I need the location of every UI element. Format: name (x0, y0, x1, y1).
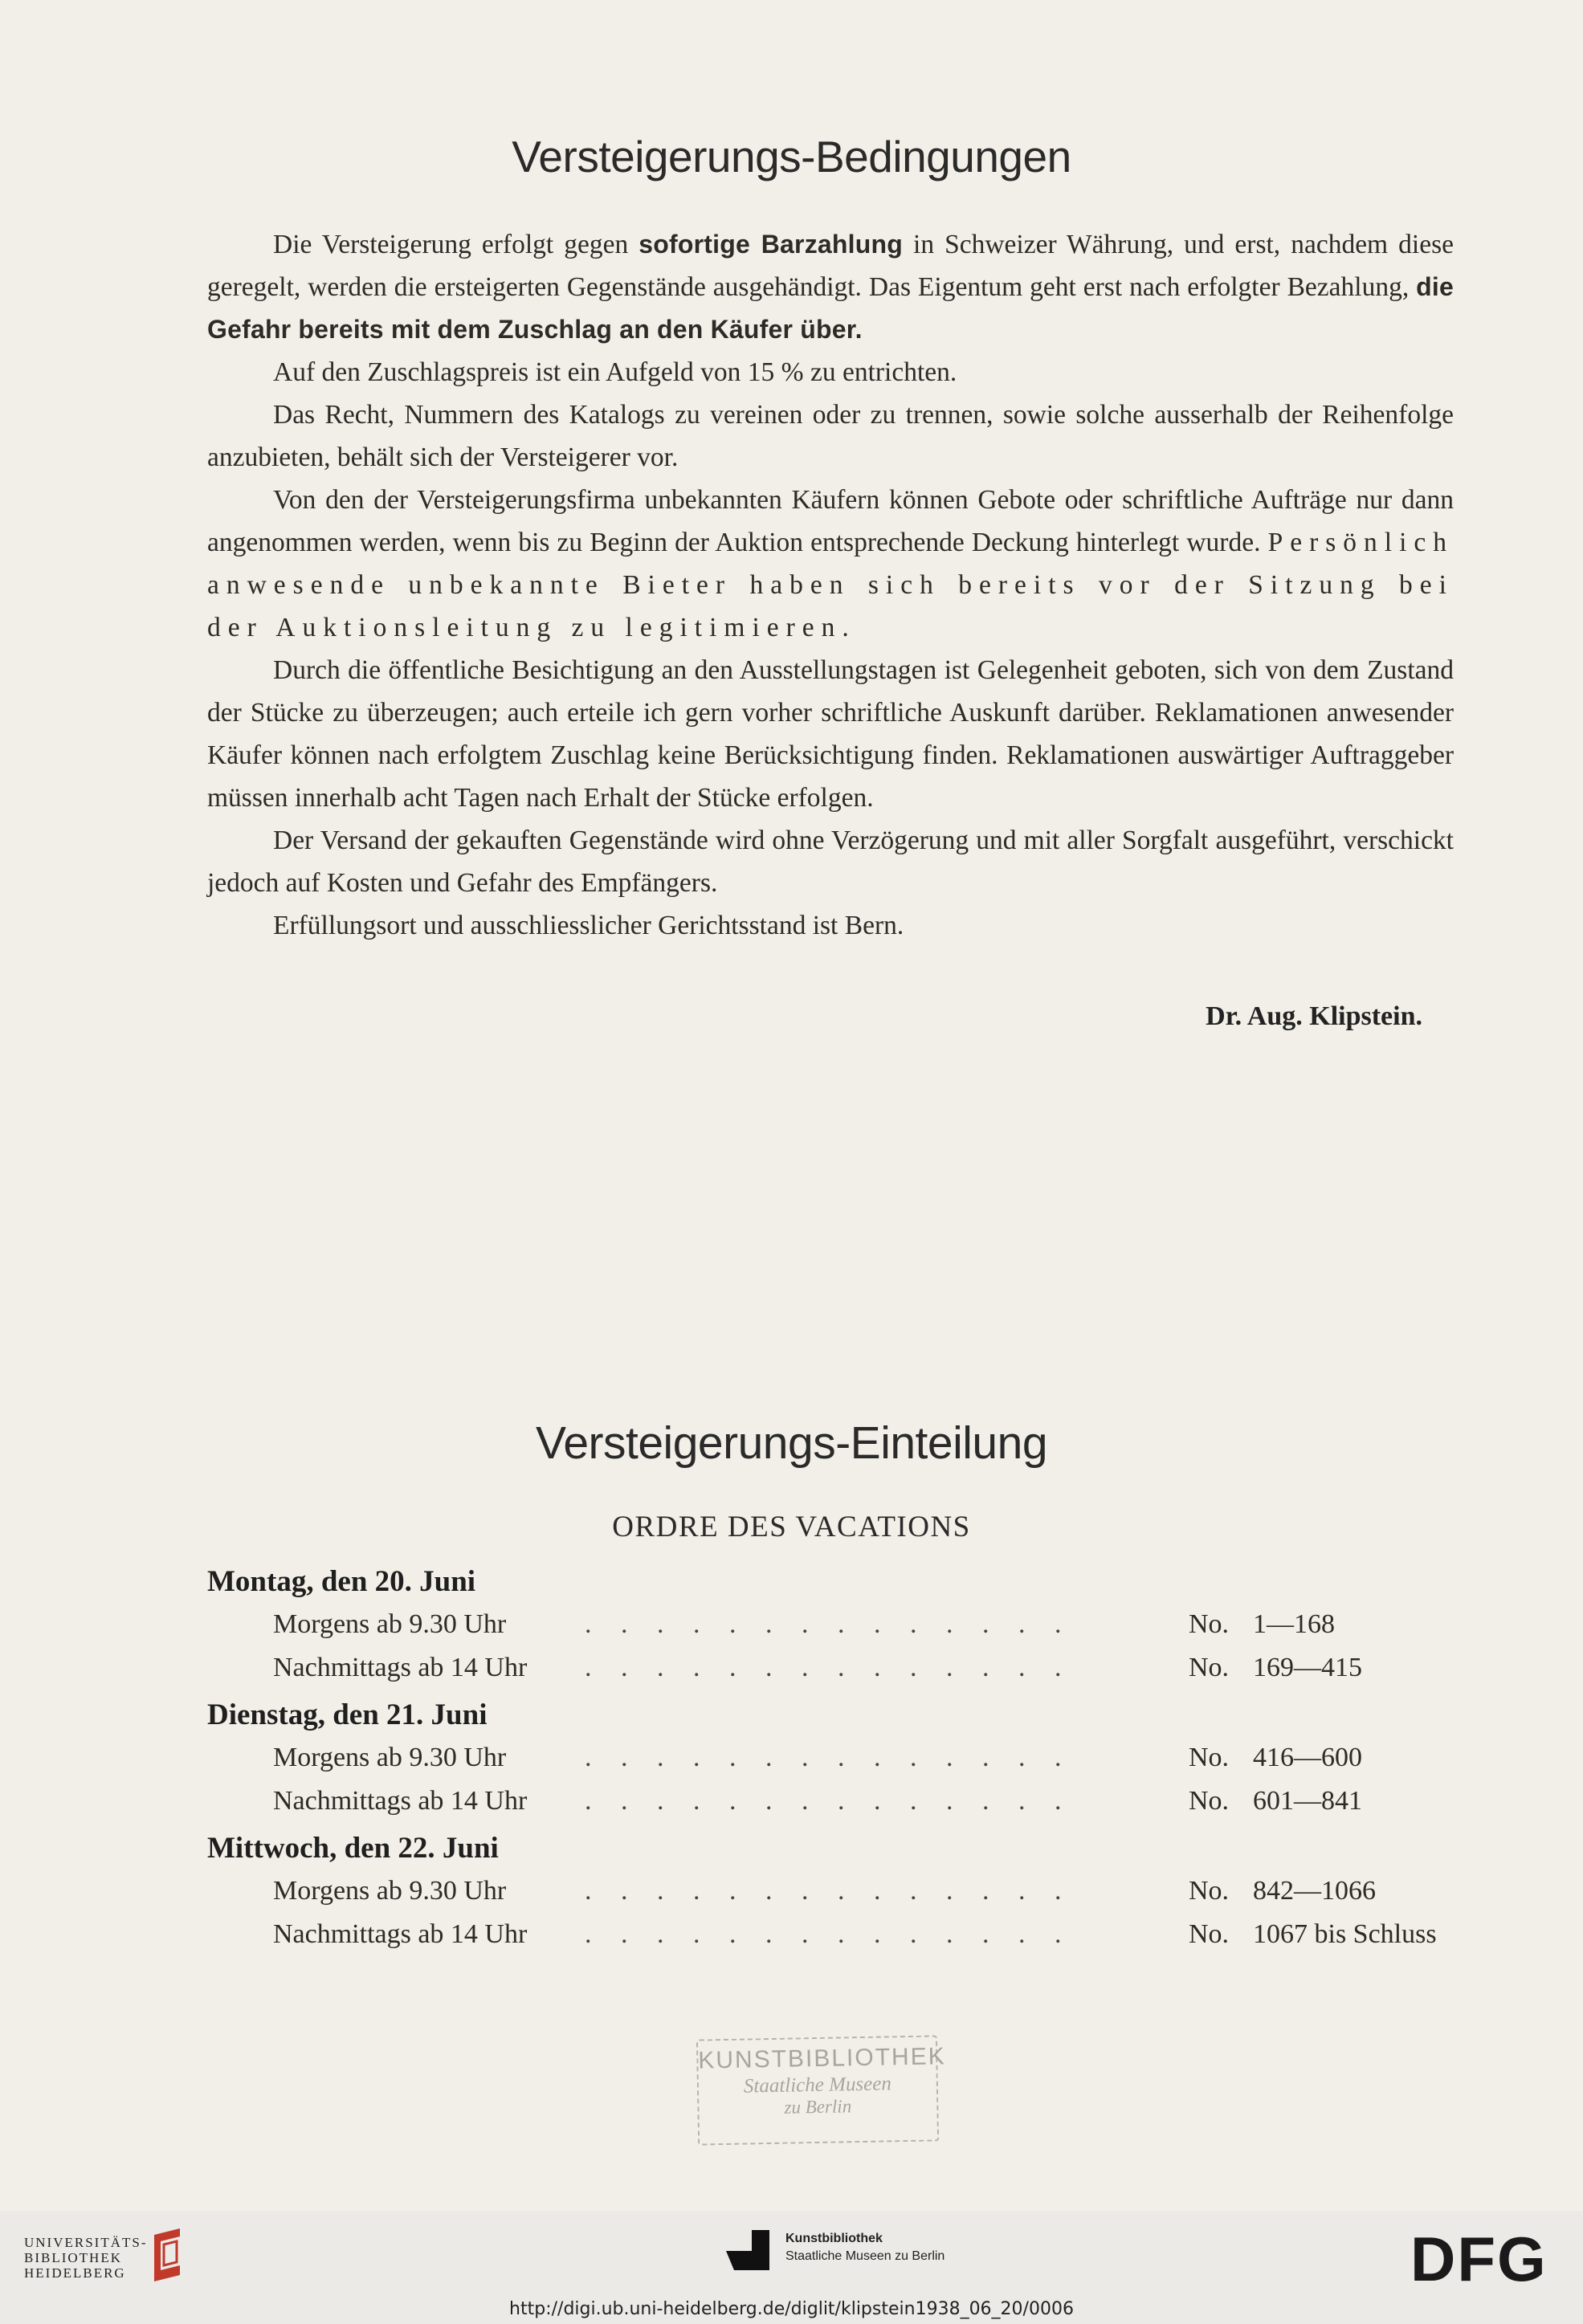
slot-no: No. (1189, 1876, 1230, 1906)
p1-bold-a: sofortige Barzahlung (639, 230, 903, 259)
slot-range: 842—1066 (1253, 1876, 1376, 1906)
slot-label: Morgens ab 9.30 Uhr (273, 1743, 507, 1772)
ub-line-1: UNIVERSITÄTS- (24, 2235, 148, 2250)
stamp-line-2: Staatliche Museen (743, 2073, 892, 2098)
conditions-paragraph-1 (207, 223, 1454, 351)
schedule-row (207, 1646, 1460, 1690)
ub-line-2: BIBLIOTHEK (24, 2250, 122, 2265)
p1-text-a: Die Versteigerung erfolgt gegen (273, 230, 639, 259)
dot-leader: . . . . . . . . . . . . . . (585, 1743, 1073, 1772)
conditions-paragraph-5: Durch die öffentliche Besichtigung an den Ausstellungstagen ist Gelegenheit geboten, sich von dem Zustand der Stücke zu überzeugen; auch erteile ich gern vorher schriftliche Auskunft darüber. Reklamationen anwesender Käufer können nach erfolgtem Zuschlag keine Berücksichtigung finden. Reklamationen auswärtiger Auftraggeber müssen innerhalb acht Tagen nach Erhalt der Stücke erfolgen. (207, 655, 1454, 813)
slot-label: Nachmittags ab 14 Uhr (273, 1653, 528, 1682)
schedule-list (207, 1556, 1460, 1956)
schedule-row (207, 1869, 1460, 1913)
page-url[interactable]: http://digi.ub.uni-heidelberg.de/diglit/klipstein1938_06_20/0006 (509, 2299, 1074, 2319)
slot-range: 169—415 (1253, 1653, 1362, 1682)
conditions-paragraph-4 (207, 479, 1454, 649)
schedule-row (207, 1736, 1460, 1780)
slot-label: Morgens ab 9.30 Uhr (273, 1609, 507, 1639)
slot-no: No. (1189, 1609, 1230, 1639)
kunstbibliothek-logo-text (785, 2230, 944, 2265)
conditions-paragraph-2: Auf den Zuschlagspreis ist ein Aufgeld von 15 % zu entrichten. (273, 357, 957, 387)
slot-range: 1—168 (1253, 1609, 1335, 1639)
schedule-title: Versteigerungs-Einteilung (535, 1417, 1048, 1469)
signature: Dr. Aug. Klipstein. (1206, 1001, 1422, 1031)
dot-leader: . . . . . . . . . . . . . . (585, 1609, 1073, 1639)
slot-range: 1067 bis Schluss (1253, 1919, 1437, 1949)
dot-leader: . . . . . . . . . . . . . . (585, 1653, 1073, 1682)
day-heading: Mittwoch, den 22. Juni (207, 1832, 499, 1865)
slot-label: Nachmittags ab 14 Uhr (273, 1786, 528, 1816)
conditions-title: Versteigerungs-Bedingungen (512, 132, 1071, 181)
slot-label: Nachmittags ab 14 Uhr (273, 1919, 528, 1949)
library-stamp (696, 2035, 946, 2145)
day-heading: Dienstag, den 21. Juni (207, 1698, 488, 1731)
schedule-row (207, 1603, 1460, 1646)
conditions-text (207, 223, 1454, 947)
schedule-subtitle: ORDRE DES VACATIONS (612, 1511, 971, 1543)
p1-text-c: in Schweizer Währung, und erst, nachdem diese geregelt, werden die ersteigerten Gegenstände ausgehändigt. Das Eigentum geht erst nach erfolgter Bezahlung, (207, 230, 1454, 302)
slot-range: 416—600 (1253, 1743, 1362, 1772)
slot-no: No. (1189, 1919, 1230, 1949)
conditions-paragraph-7: Erfüllungsort und ausschliesslicher Gerichtsstand ist Bern. (273, 911, 904, 940)
slot-label: Morgens ab 9.30 Uhr (273, 1876, 507, 1906)
p4-spaced-text: Persönlich anwesende unbekannte Bieter haben sich bereits vor der Sitzung bei der Auktionsleitung zu legitimieren. (207, 528, 1454, 642)
schedule-row (207, 1913, 1460, 1956)
dot-leader: . . . . . . . . . . . . . . (585, 1876, 1073, 1906)
kb-name: Kunstbibliothek (785, 2232, 883, 2245)
slot-no: No. (1189, 1786, 1230, 1816)
dot-leader: . . . . . . . . . . . . . . (585, 1786, 1073, 1816)
viewer-footer (0, 2211, 1583, 2324)
schedule-row (207, 1780, 1460, 1823)
ub-heidelberg-logo-text[interactable] (24, 2235, 148, 2281)
conditions-paragraph-6: Der Versand der gekauften Gegenstände wird ohne Verzögerung und mit aller Sorgfalt ausgeführt, verschickt jedoch auf Kosten und Gefahr des Empfängers. (207, 826, 1454, 898)
p4-text-a: Von den der Versteigerungsfirma unbekannten Käufern können Gebote oder schriftliche Aufträge nur dann angenommen werden, wenn bis zu Beginn der Auktion entsprechende Deckung hinterlegt wurde. (207, 485, 1454, 557)
dfg-logo[interactable]: DFG (1410, 2224, 1548, 2294)
stamp-line-1: KUNSTBIBLIOTHEK (698, 2043, 946, 2074)
stamp-line-3: zu Berlin (784, 2096, 852, 2118)
slot-range: 601—841 (1253, 1786, 1362, 1816)
ub-heidelberg-logo-icon[interactable] (145, 2228, 190, 2285)
conditions-paragraph-3: Das Recht, Nummern des Katalogs zu vereinen oder zu trennen, sowie solche ausserhalb der Reihenfolge anzubieten, behält sich der Versteigerer vor. (207, 400, 1454, 472)
day-heading: Montag, den 20. Juni (207, 1565, 476, 1598)
kunstbibliothek-logo-icon[interactable] (723, 2227, 774, 2278)
kb-sub: Staatliche Museen zu Berlin (785, 2249, 945, 2263)
ub-line-3: HEIDELBERG (24, 2265, 126, 2281)
p1-bold-d: die Gefahr bereits mit dem Zuschlag an den Käufer über. (207, 272, 1454, 344)
slot-no: No. (1189, 1743, 1230, 1772)
slot-no: No. (1189, 1653, 1230, 1682)
dot-leader: . . . . . . . . . . . . . . (585, 1919, 1073, 1949)
